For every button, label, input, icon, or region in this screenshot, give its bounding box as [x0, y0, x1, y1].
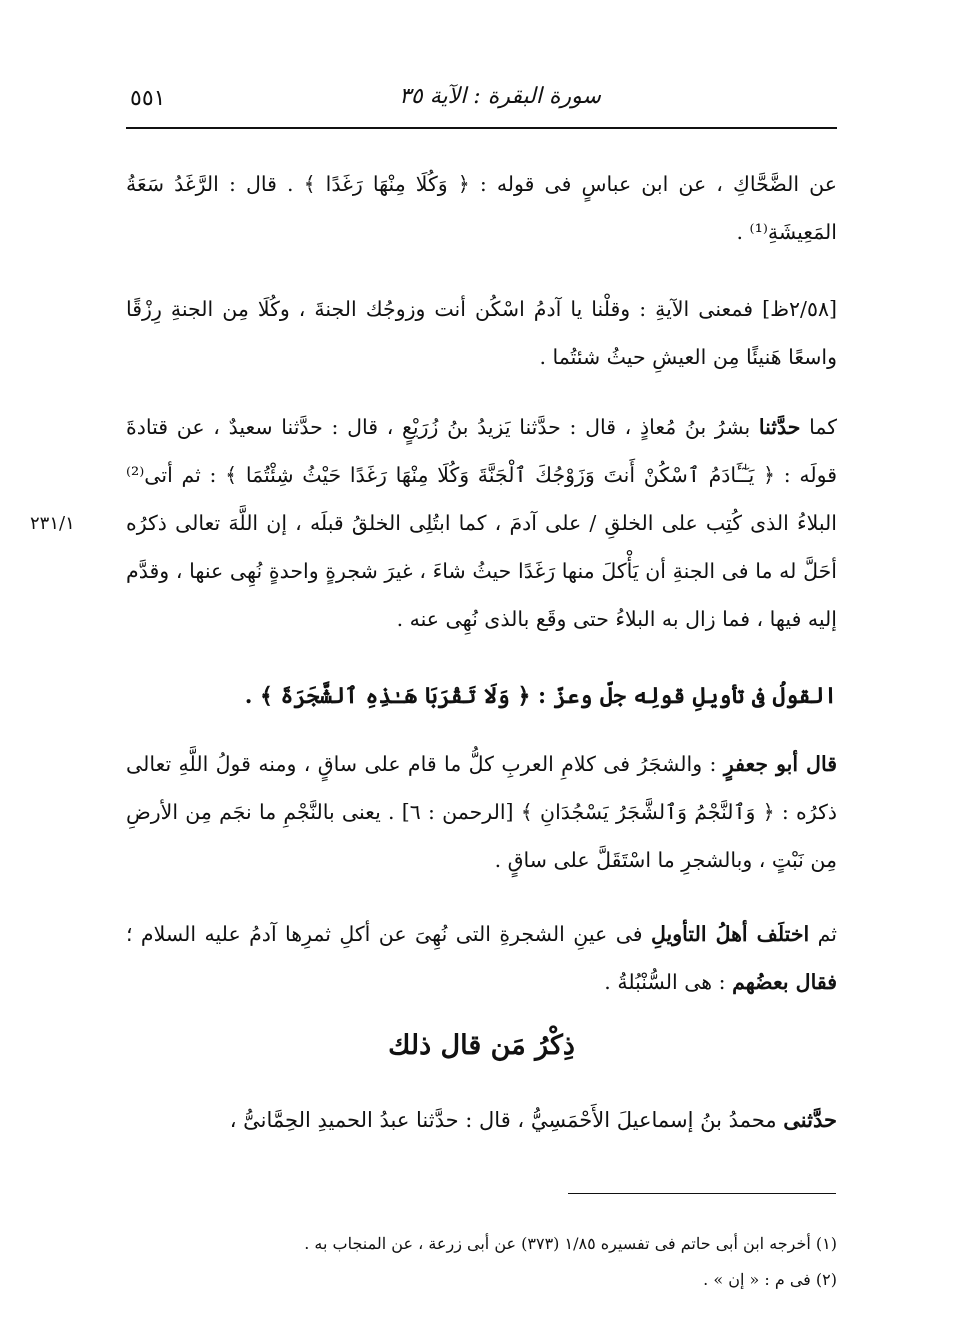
page-number: ٥٥١ — [130, 86, 166, 111]
footnote-1: (١) أخرجه ابن أبى حاتم فى تفسيره ١/٨٥ (٣٧٣) عن أبى زرعة ، عن المنجاب به . — [304, 1234, 837, 1253]
paragraph-1: عن الضَّحَّاكِ ، عن ابن عباسٍ فى قوله : ﴿ وَكُلَا مِنْهَا رَغَدًا ﴾ . قال : الرَّغَدُ سَعَةُ المَعِيشَةِ⁽¹⁾ . — [126, 172, 837, 244]
paragraph-5-lead2: فقال بعضُهم — [732, 970, 837, 994]
paragraph-4-text: : والشجَرُ فى كلامِ العربِ كلُّ ما قام على ساقٍ ، ومنه قولُ اللَّهِ تعالى ذكرُه : ﴿ وَٱلنَّجْمُ وَٱلشَّجَرُ يَسْجُدَانِ ﴾ [الرحمن : ٦] . يعنى بالنَّجْمِ ما نجَم مِن الأرضِ مِن نَبْتٍ ، وبالشجرِ ما اسْتَقَلَّ على ساقٍ . — [126, 752, 837, 872]
paragraph-6-text: محمدُ بنُ إسماعيلَ الأَحْمَسِيُّ ، قال : حدَّثنا عبدُ الحميدِ الحِمَّانىُّ ، — [229, 1108, 777, 1132]
paragraph-6-lead: حدَّثنى — [783, 1107, 837, 1132]
paragraph-4-lead: قال أبو جعفرٍ — [723, 752, 838, 776]
footnote-divider — [568, 1193, 836, 1194]
paragraph-5-end: : هى السُّنْبُلةُ . — [604, 970, 726, 994]
paragraph-3-lead: حدَّثنا — [758, 415, 801, 439]
paragraph-2: [٢/٥٨ظ] فمعنى الآيةِ : وقلْنا يا آدمُ اسْكُن أنت وزوجُك الجنةَ ، وكُلَا مِن الجنةِ رِزْقًا واسعًا هَنيئًا مِن العيشِ حيثُ شئتُما . — [126, 297, 837, 369]
paragraph-5 — [126, 910, 837, 1006]
paragraph-4 — [126, 740, 837, 884]
paragraph-5-lead: اختلَف أهلُ التأويلِ — [651, 922, 810, 946]
header-divider — [126, 127, 837, 129]
paragraph-3 — [126, 403, 837, 643]
paragraph-3-prefix: كما — [809, 415, 837, 439]
paragraph-6 — [126, 1096, 837, 1144]
section-heading: ذِكْرُ مَن قال ذلك — [388, 1030, 575, 1061]
margin-reference: ٢٣١/١ — [30, 513, 75, 534]
paragraph-3-text: بشرُ بنُ مُعاذٍ ، قال : حدَّثنا يَزيدُ بنُ زُرَيْعٍ ، قال : حدَّثنا سعيدٌ ، عن قتادةَ قولَه : ﴿ يَـٰٓـَٔادَمُ ٱسْكُنْ أَنتَ وَزَوْجُكَ ٱلْجَنَّةَ وَكُلَا مِنْهَا رَغَدًا حَيْثُ شِئْتُمَا ﴾ : ثم أتى⁽²⁾ البلاءُ الذى كُتِب على الخلقِ / على آدمَ ، كما ابتُلِى الخلقُ قبلَه ، إن اللَّهَ تعالى ذكرُه أحَلَّ له ما فى الجنةِ أن يَأْكلَ منها رَغَدًا حيثُ شاءَ ، غيرَ شجرةٍ واحدةٍ نُهِى عنها ، وقدَّم إليه فيها ، فما زال به البلاءُ حتى وقَع بالذى نُهِى عنه . — [126, 415, 837, 631]
paragraph-5-mid: فى عينِ الشجرةِ التى نُهِىَ عن أكلِ ثمرِها آدمُ عليه السلام ؛ — [126, 922, 643, 946]
commentary-heading: القولُ فى تأويلِ قولِه جلّ وعزّ : ﴿ وَلَا تَقْرَبَا هَـٰذِهِ ٱلشَّجَرَةَ ﴾ . — [244, 683, 837, 709]
running-header-title: سورة البقرة : الآية ٣٥ — [399, 84, 601, 109]
paragraph-5-prefix: ثم — [817, 922, 837, 946]
footnote-2: (٢) فى م : « إن » . — [703, 1270, 837, 1289]
